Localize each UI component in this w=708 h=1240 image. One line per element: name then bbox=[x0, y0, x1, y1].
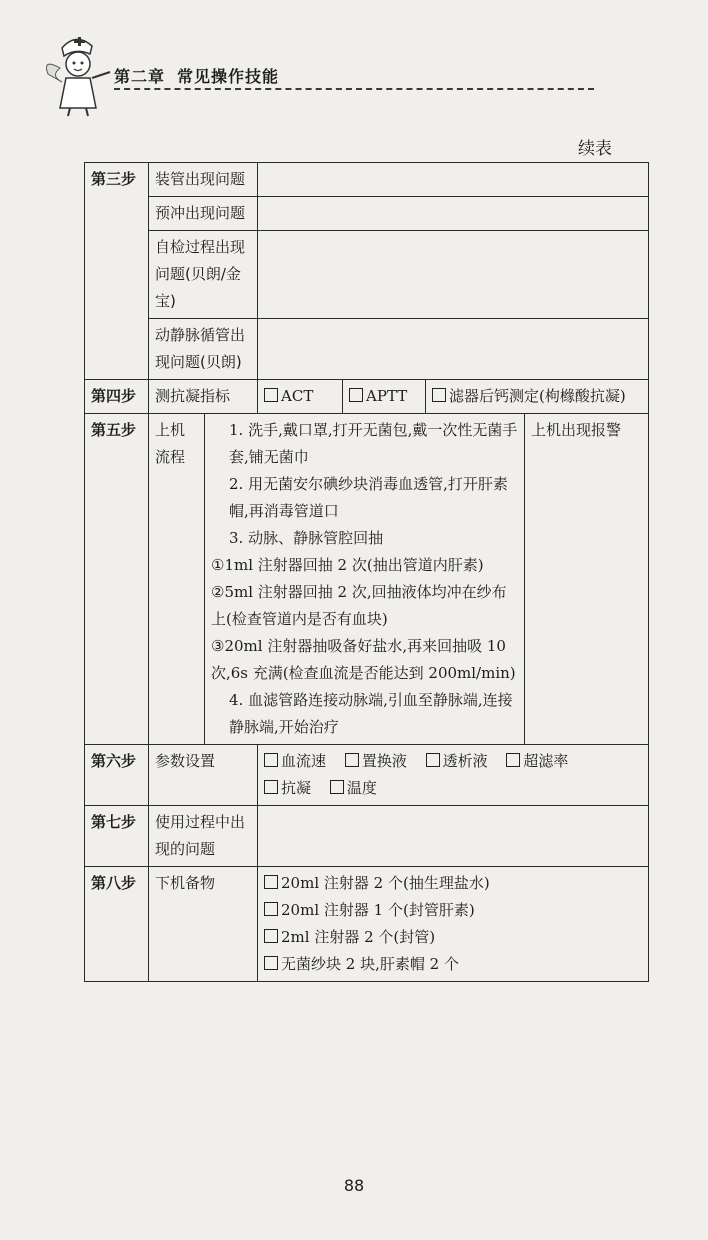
checkbox-icon[interactable] bbox=[264, 956, 278, 970]
checkbox-icon[interactable] bbox=[264, 875, 278, 889]
option-cell bbox=[426, 380, 649, 414]
option-label: 温度 bbox=[346, 779, 377, 797]
option-label: 超滤率 bbox=[523, 752, 569, 770]
step-item: 自检过程出现问题(贝朗/金宝) bbox=[149, 231, 258, 319]
option-line bbox=[264, 951, 642, 978]
option-line bbox=[264, 924, 642, 951]
option-cell bbox=[258, 380, 343, 414]
blank-cell bbox=[258, 197, 649, 231]
option-label: 无菌纱块 2 块,肝素帽 2 个 bbox=[281, 955, 459, 973]
checkbox-icon[interactable] bbox=[264, 929, 278, 943]
chapter-number: 第二章 bbox=[114, 67, 166, 86]
option-label: 抗凝 bbox=[281, 779, 312, 797]
option-label: 滤器后钙测定(枸橼酸抗凝) bbox=[449, 387, 626, 405]
checkbox-icon[interactable] bbox=[264, 902, 278, 916]
checkbox-icon[interactable] bbox=[264, 780, 278, 794]
options-cell bbox=[258, 867, 649, 982]
page-number: 88 bbox=[343, 1176, 365, 1195]
table-row bbox=[85, 867, 649, 982]
options-row bbox=[264, 775, 642, 802]
checkbox-icon[interactable] bbox=[506, 753, 520, 767]
checkbox-icon[interactable] bbox=[264, 753, 278, 767]
chapter-heading bbox=[114, 64, 279, 87]
checkbox-icon[interactable] bbox=[426, 753, 440, 767]
continued-label: 续表 bbox=[578, 139, 612, 159]
procedure-table bbox=[84, 162, 649, 982]
table-row bbox=[85, 231, 649, 319]
blank-cell bbox=[258, 319, 649, 380]
step-label: 第六步 bbox=[85, 745, 149, 806]
checkbox-icon[interactable] bbox=[264, 388, 278, 402]
step-item: 使用过程中出现的问题 bbox=[149, 806, 258, 867]
blank-cell bbox=[258, 163, 649, 197]
option-label: 血流速 bbox=[281, 752, 327, 770]
procedure-steps bbox=[205, 414, 525, 745]
option-label: 透析液 bbox=[442, 752, 488, 770]
step-item: 预冲出现问题 bbox=[149, 197, 258, 231]
checkbox-icon[interactable] bbox=[432, 388, 446, 402]
nurse-mascot-icon bbox=[40, 28, 112, 118]
step-item: 动静脉循管出现问题(贝朗) bbox=[149, 319, 258, 380]
option-line bbox=[264, 870, 642, 897]
table-row bbox=[85, 806, 649, 867]
procedure-line: ②5ml 注射器回抽 2 次,回抽液体均冲在纱布上(检查管道内是否有血块) bbox=[211, 583, 507, 628]
step-label: 第七步 bbox=[85, 806, 149, 867]
blank-cell bbox=[258, 806, 649, 867]
option-label: 2ml 注射器 2 个(封管) bbox=[281, 928, 436, 946]
options-cell bbox=[258, 745, 649, 806]
step-item: 上机流程 bbox=[149, 414, 205, 745]
step-item: 测抗凝指标 bbox=[149, 380, 258, 414]
table-row bbox=[85, 745, 649, 806]
step-label: 第三步 bbox=[85, 163, 149, 380]
step-item: 下机备物 bbox=[149, 867, 258, 982]
option-line bbox=[264, 897, 642, 924]
procedure-line: 3. 动脉、静脉管腔回抽 bbox=[229, 529, 384, 547]
procedure-line: 4. 血滤管路连接动脉端,引血至静脉端,连接静脉端,开始治疗 bbox=[229, 691, 513, 736]
procedure-line: 1. 洗手,戴口罩,打开无菌包,戴一次性无菌手套,铺无菌巾 bbox=[229, 421, 518, 466]
step-label: 第八步 bbox=[85, 867, 149, 982]
header-divider bbox=[114, 88, 594, 90]
procedure-line: 2. 用无菌安尔碘纱块消毒血透管,打开肝素帽,再消毒管道口 bbox=[229, 475, 508, 520]
option-label: 20ml 注射器 2 个(抽生理盐水) bbox=[281, 874, 490, 892]
step-item: 参数设置 bbox=[149, 745, 258, 806]
procedure-line: ③20ml 注射器抽吸备好盐水,再来回抽吸 10 次,6s 充满(检查血流是否能达到 200ml/min) bbox=[211, 637, 516, 682]
table-row bbox=[85, 380, 649, 414]
alarm-cell: 上机出现报警 bbox=[525, 414, 649, 745]
option-label: ACT bbox=[281, 387, 314, 405]
option-label: 20ml 注射器 1 个(封管肝素) bbox=[281, 901, 475, 919]
checkbox-icon[interactable] bbox=[345, 753, 359, 767]
options-row bbox=[264, 748, 642, 775]
table-row bbox=[85, 319, 649, 380]
page-header bbox=[40, 28, 600, 118]
procedure-line: ①1ml 注射器回抽 2 次(抽出管道内肝素) bbox=[211, 556, 484, 574]
step-item: 装管出现问题 bbox=[149, 163, 258, 197]
step-label: 第四步 bbox=[85, 380, 149, 414]
table-row bbox=[85, 414, 649, 745]
option-label: APTT bbox=[366, 387, 408, 405]
blank-cell bbox=[258, 231, 649, 319]
table-row bbox=[85, 163, 649, 197]
chapter-title: 常见操作技能 bbox=[177, 67, 280, 86]
checkbox-icon[interactable] bbox=[349, 388, 363, 402]
step-label: 第五步 bbox=[85, 414, 149, 745]
option-label: 置换液 bbox=[361, 752, 407, 770]
table-row bbox=[85, 197, 649, 231]
checkbox-icon[interactable] bbox=[330, 780, 344, 794]
option-cell bbox=[343, 380, 426, 414]
